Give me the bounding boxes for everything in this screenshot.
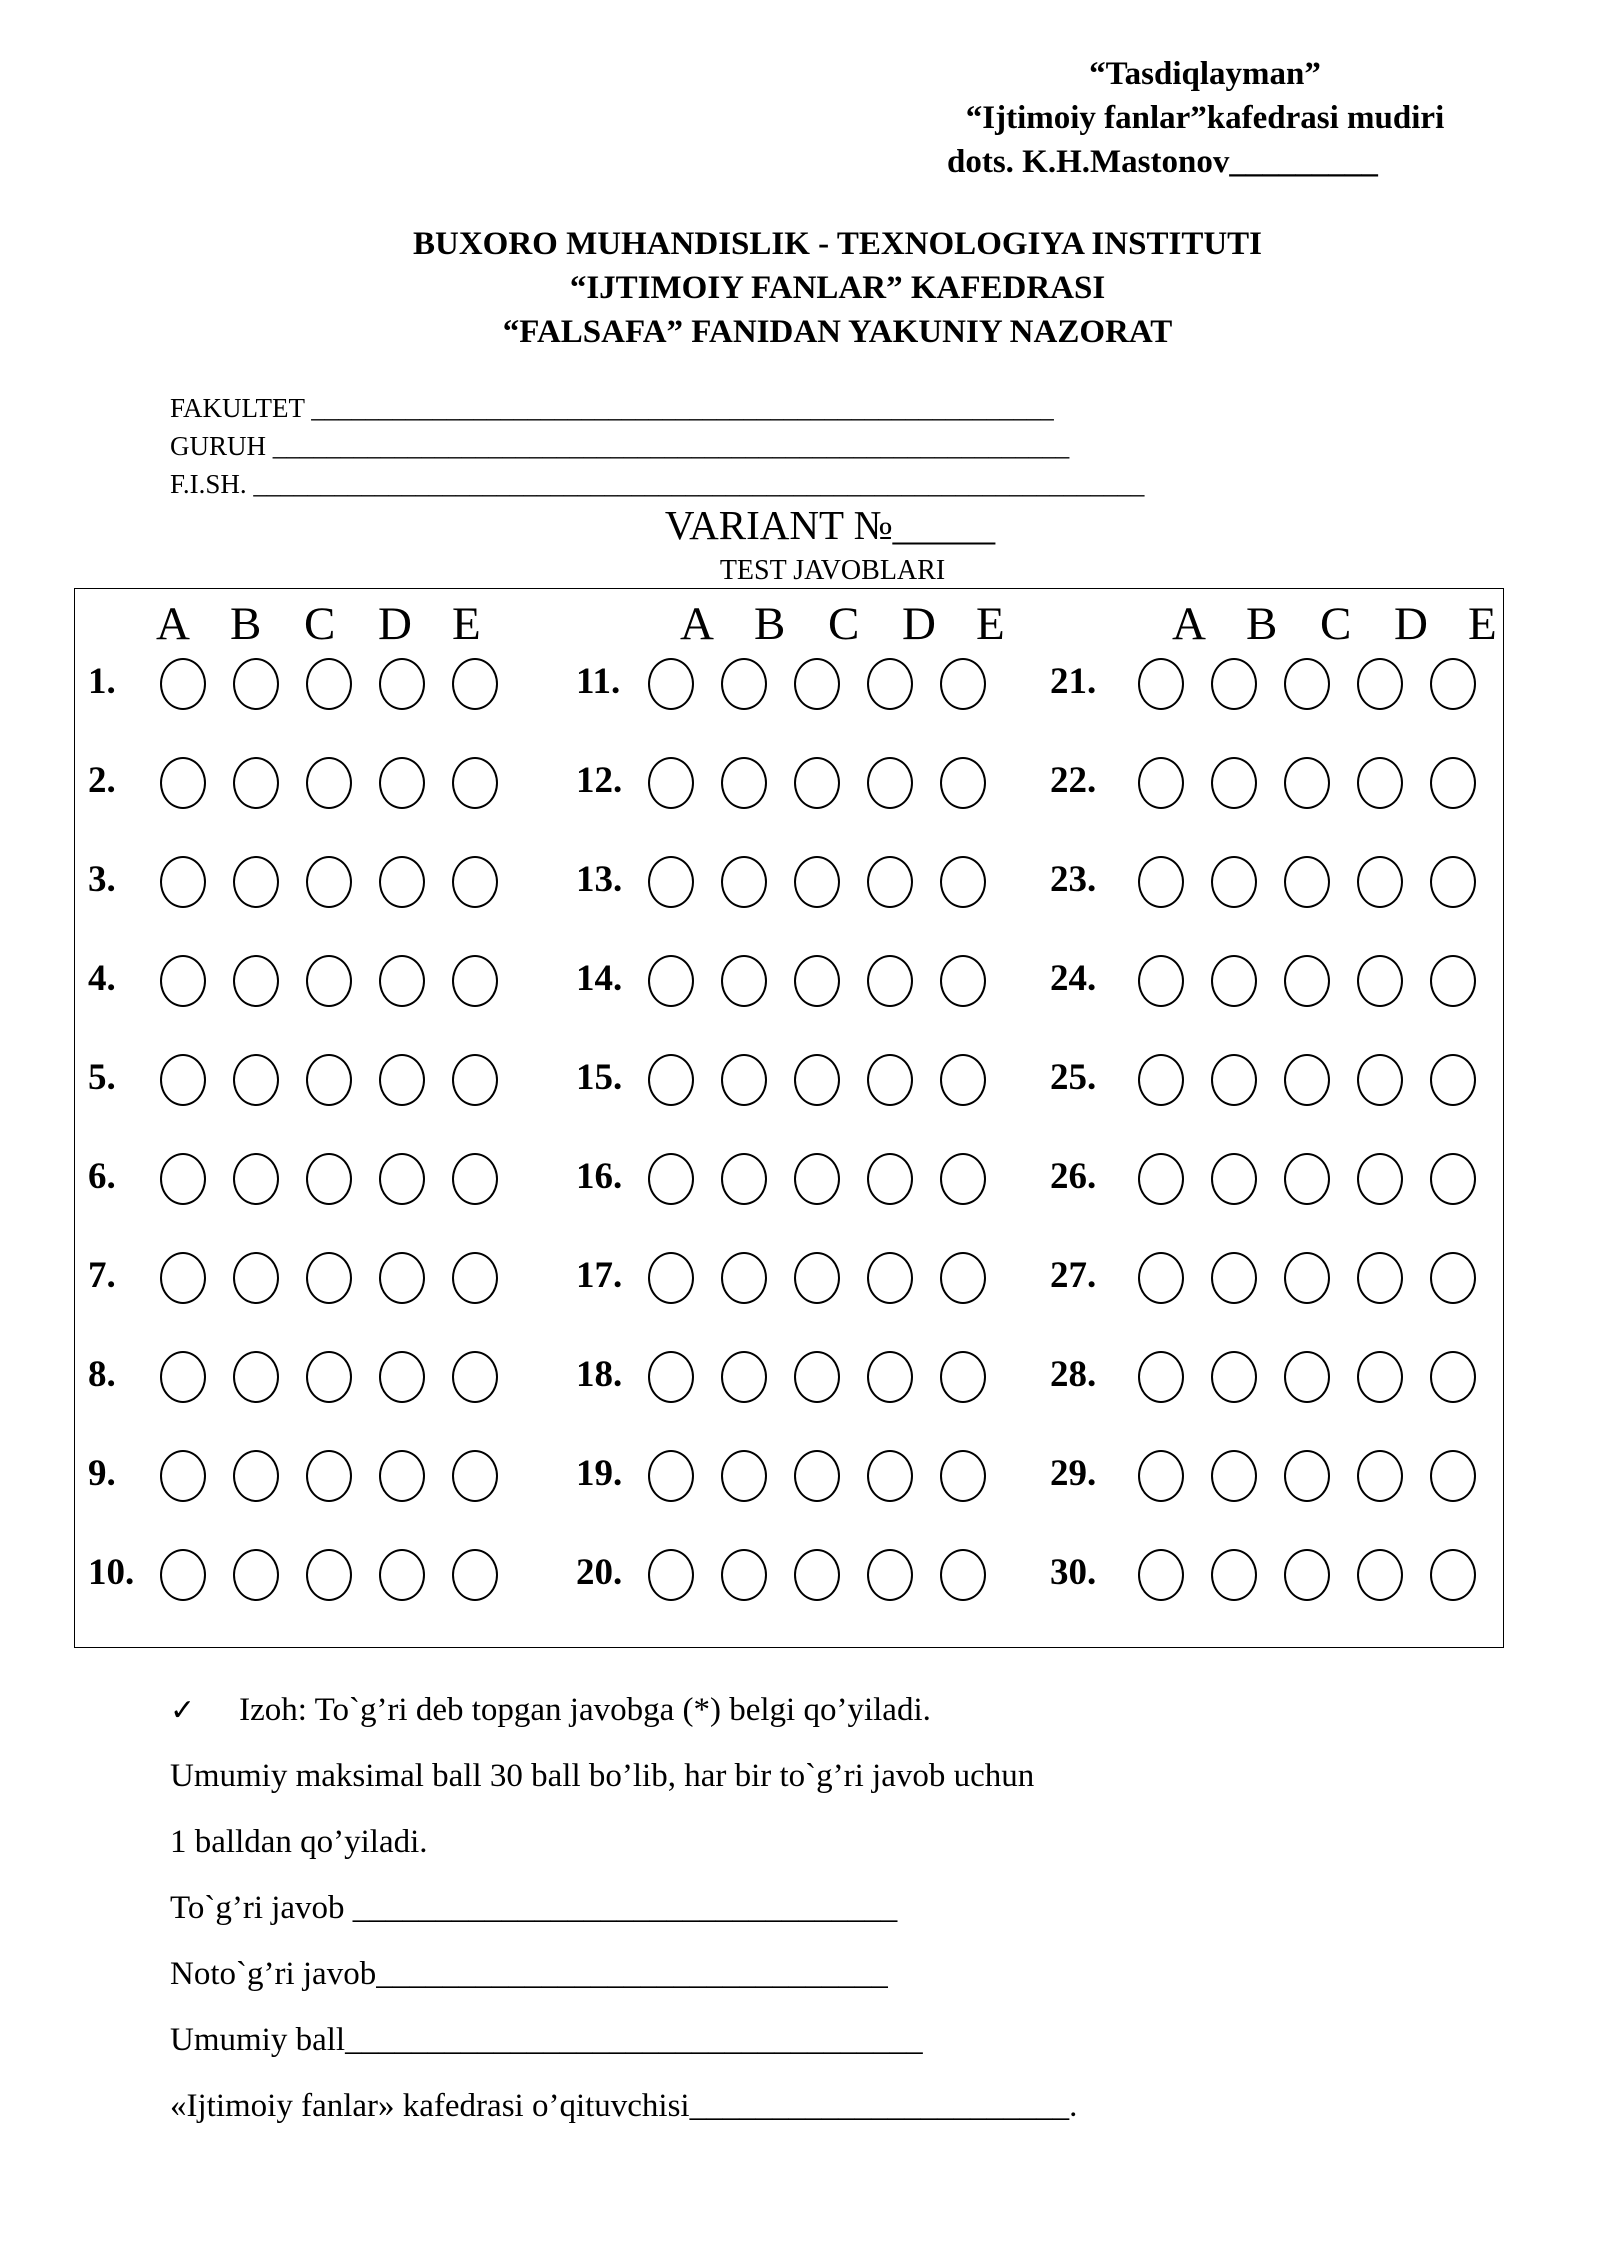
answer-bubble[interactable] xyxy=(233,1351,279,1403)
question-number: 13. xyxy=(576,859,623,900)
answer-bubble[interactable] xyxy=(452,1351,498,1403)
document-heading xyxy=(0,222,1600,354)
answer-bubble[interactable] xyxy=(379,856,425,908)
answer-bubble[interactable] xyxy=(794,1054,840,1106)
answer-bubble[interactable] xyxy=(1138,757,1184,809)
answer-bubble[interactable] xyxy=(379,658,425,710)
answer-bubble[interactable] xyxy=(233,1549,279,1601)
option-letter: B xyxy=(1246,598,1278,650)
answer-bubble[interactable] xyxy=(306,856,352,908)
faculty-field[interactable]: FAKULTET _______________________________________________________ xyxy=(170,393,1054,423)
answer-bubble[interactable] xyxy=(306,1252,352,1304)
option-letter: B xyxy=(754,598,786,650)
answer-bubble[interactable] xyxy=(160,658,206,710)
answer-bubble[interactable] xyxy=(379,1450,425,1502)
option-letters-header xyxy=(156,598,526,650)
answer-bubble[interactable] xyxy=(721,1054,767,1106)
answer-bubble[interactable] xyxy=(1211,757,1257,809)
answer-bubble[interactable] xyxy=(233,658,279,710)
answer-bubble[interactable] xyxy=(1138,1549,1184,1601)
answer-bubble[interactable] xyxy=(940,955,986,1007)
answer-bubble[interactable] xyxy=(867,856,913,908)
answer-bubble[interactable] xyxy=(1357,1351,1403,1403)
variant-number: VARIANT №_____ xyxy=(664,502,996,548)
answer-bubble[interactable] xyxy=(794,1252,840,1304)
option-letter: A xyxy=(1172,598,1206,650)
answer-bubble[interactable] xyxy=(940,1054,986,1106)
answer-bubble[interactable] xyxy=(1211,1153,1257,1205)
answer-bubble[interactable] xyxy=(794,1450,840,1502)
question-number: 7. xyxy=(88,1255,116,1296)
option-letter: E xyxy=(452,598,481,650)
question-number: 14. xyxy=(576,958,623,999)
answer-bubble[interactable] xyxy=(867,757,913,809)
question-number: 26. xyxy=(1050,1156,1097,1197)
answer-bubble[interactable] xyxy=(648,1252,694,1304)
answer-bubble[interactable] xyxy=(379,1252,425,1304)
answer-bubble[interactable] xyxy=(1430,856,1476,908)
question-number: 10. xyxy=(88,1552,135,1593)
question-number: 3. xyxy=(88,859,116,900)
answer-bubble[interactable] xyxy=(1357,1450,1403,1502)
answer-bubble[interactable] xyxy=(452,658,498,710)
answer-bubble[interactable] xyxy=(1211,955,1257,1007)
answer-bubble[interactable] xyxy=(940,1549,986,1601)
answer-bubble[interactable] xyxy=(648,1549,694,1601)
answer-bubble[interactable] xyxy=(1138,658,1184,710)
answer-bubble[interactable] xyxy=(306,1549,352,1601)
answer-bubble[interactable] xyxy=(648,1450,694,1502)
test-answers-title: TEST JAVOBLARI xyxy=(719,555,946,586)
answer-bubble[interactable] xyxy=(1211,1450,1257,1502)
approval-position: “Ijtimoiy fanlar”kafedrasi mudiri xyxy=(965,100,1445,136)
option-letter: A xyxy=(156,598,190,650)
exam-title: “FALSAFA” FANIDAN YAKUNIY NAZORAT xyxy=(502,314,1173,350)
correct-answers-field[interactable]: To`g’ri javob _________________________________ xyxy=(170,1890,898,1926)
answer-bubble[interactable] xyxy=(452,757,498,809)
fish-field[interactable]: F.I.SH. __________________________________________________________________ xyxy=(170,469,1145,499)
answer-bubble[interactable] xyxy=(233,856,279,908)
answer-bubble[interactable] xyxy=(648,658,694,710)
answer-bubble[interactable] xyxy=(233,1252,279,1304)
note-line-1: Umumiy maksimal ball 30 ball bo’lib, har bir to`g’ri javob uchun xyxy=(170,1758,1035,1794)
answer-bubble[interactable] xyxy=(794,856,840,908)
answer-bubble[interactable] xyxy=(306,658,352,710)
answer-bubble[interactable] xyxy=(379,955,425,1007)
answer-bubble[interactable] xyxy=(1138,955,1184,1007)
answer-bubble[interactable] xyxy=(160,955,206,1007)
answer-bubble[interactable] xyxy=(867,1054,913,1106)
answer-bubble[interactable] xyxy=(1138,1054,1184,1106)
option-letter: B xyxy=(230,598,262,650)
answer-bubble[interactable] xyxy=(160,1153,206,1205)
answer-bubble[interactable] xyxy=(233,1054,279,1106)
answer-bubble[interactable] xyxy=(1211,1351,1257,1403)
answer-bubble[interactable] xyxy=(1138,1252,1184,1304)
option-letter: E xyxy=(1468,598,1497,650)
answer-bubble[interactable] xyxy=(160,1549,206,1601)
answer-bubble[interactable] xyxy=(452,1054,498,1106)
answer-bubble[interactable] xyxy=(160,1351,206,1403)
answer-bubble[interactable] xyxy=(794,1549,840,1601)
answer-bubble[interactable] xyxy=(1284,1153,1330,1205)
answer-bubble[interactable] xyxy=(1284,757,1330,809)
question-number: 28. xyxy=(1050,1354,1097,1395)
answer-bubble[interactable] xyxy=(648,1351,694,1403)
answer-bubble[interactable] xyxy=(648,757,694,809)
answer-bubble[interactable] xyxy=(1138,856,1184,908)
answer-bubble[interactable] xyxy=(452,1450,498,1502)
answer-bubble[interactable] xyxy=(1430,658,1476,710)
answer-bubble[interactable] xyxy=(867,658,913,710)
option-letter: C xyxy=(828,598,860,650)
group-field[interactable]: GURUH ___________________________________________________________ xyxy=(170,431,1070,461)
answer-bubble[interactable] xyxy=(1211,1252,1257,1304)
answer-bubble[interactable] xyxy=(794,1351,840,1403)
note-izoh xyxy=(170,1688,931,1733)
answer-bubble[interactable] xyxy=(1284,1054,1330,1106)
answer-bubble[interactable] xyxy=(721,1450,767,1502)
answer-bubble[interactable] xyxy=(1430,1252,1476,1304)
answer-bubble[interactable] xyxy=(648,1054,694,1106)
option-letter: E xyxy=(976,598,1005,650)
answer-bubble[interactable] xyxy=(648,1153,694,1205)
question-number: 25. xyxy=(1050,1057,1097,1098)
answer-bubble[interactable] xyxy=(1430,1351,1476,1403)
option-letter: D xyxy=(902,598,936,650)
answer-bubble[interactable] xyxy=(379,1054,425,1106)
answer-bubble[interactable] xyxy=(940,856,986,908)
institute-name: BUXORO MUHANDISLIK - TEXNOLOGIYA INSTITUTI xyxy=(412,226,1263,262)
answer-bubble[interactable] xyxy=(452,1153,498,1205)
answer-bubble[interactable] xyxy=(721,1549,767,1601)
answer-bubble[interactable] xyxy=(306,757,352,809)
question-number: 9. xyxy=(88,1453,116,1494)
answer-bubble[interactable] xyxy=(1284,856,1330,908)
approval-block xyxy=(925,52,1485,184)
answer-bubble[interactable] xyxy=(1357,757,1403,809)
answer-bubble[interactable] xyxy=(648,856,694,908)
answer-bubble[interactable] xyxy=(867,1351,913,1403)
question-number: 29. xyxy=(1050,1453,1097,1494)
answer-bubble[interactable] xyxy=(721,1351,767,1403)
answer-bubble[interactable] xyxy=(1284,1252,1330,1304)
question-number: 30. xyxy=(1050,1552,1097,1593)
answer-bubble[interactable] xyxy=(306,955,352,1007)
answer-bubble[interactable] xyxy=(1211,1549,1257,1601)
department-name: “IJTIMOIY FANLAR” KAFEDRASI xyxy=(569,270,1106,306)
answer-bubble[interactable] xyxy=(1211,658,1257,710)
answer-bubble[interactable] xyxy=(452,955,498,1007)
note-izoh-text: Izoh: To`g’ri deb topgan javobga (*) belgi qo’yiladi. xyxy=(239,1692,931,1728)
answer-bubble[interactable] xyxy=(452,1252,498,1304)
teacher-signature-field[interactable]: «Ijtimoiy fanlar» kafedrasi o’qituvchisi_______________________. xyxy=(170,2088,1078,2124)
answer-bubble[interactable] xyxy=(452,856,498,908)
answer-bubble[interactable] xyxy=(160,1252,206,1304)
answer-bubble[interactable] xyxy=(721,658,767,710)
answer-bubble[interactable] xyxy=(1138,1450,1184,1502)
answer-bubble[interactable] xyxy=(1357,1549,1403,1601)
question-number: 1. xyxy=(88,661,116,702)
answer-bubble[interactable] xyxy=(1284,1450,1330,1502)
answer-bubble[interactable] xyxy=(1211,856,1257,908)
answer-bubble[interactable] xyxy=(1284,658,1330,710)
answer-bubble[interactable] xyxy=(794,1153,840,1205)
option-letter: D xyxy=(378,598,412,650)
answer-bubble[interactable] xyxy=(940,1351,986,1403)
question-number: 6. xyxy=(88,1156,116,1197)
question-number: 8. xyxy=(88,1354,116,1395)
answer-bubble[interactable] xyxy=(160,856,206,908)
question-number: 21. xyxy=(1050,661,1097,702)
answer-bubble[interactable] xyxy=(1430,955,1476,1007)
option-letters-header xyxy=(1172,598,1542,650)
answer-bubble[interactable] xyxy=(160,1054,206,1106)
answer-bubble[interactable] xyxy=(1357,955,1403,1007)
answer-bubble[interactable] xyxy=(867,955,913,1007)
answer-bubble[interactable] xyxy=(379,1549,425,1601)
question-number: 27. xyxy=(1050,1255,1097,1296)
question-number: 20. xyxy=(576,1552,623,1593)
question-number: 2. xyxy=(88,760,116,801)
question-number: 16. xyxy=(576,1156,623,1197)
checkmark-icon: ✓ xyxy=(170,1694,196,1727)
option-letter: C xyxy=(304,598,336,650)
question-number: 17. xyxy=(576,1255,623,1296)
answer-bubble[interactable] xyxy=(1284,1549,1330,1601)
answer-bubble[interactable] xyxy=(379,1153,425,1205)
answer-bubble[interactable] xyxy=(160,1450,206,1502)
answer-bubble[interactable] xyxy=(1284,955,1330,1007)
answer-bubble[interactable] xyxy=(940,1252,986,1304)
answer-bubble[interactable] xyxy=(1211,1054,1257,1106)
answer-bubble[interactable] xyxy=(940,757,986,809)
answer-bubble[interactable] xyxy=(867,1549,913,1601)
answer-bubble[interactable] xyxy=(1138,1153,1184,1205)
answer-bubble[interactable] xyxy=(648,955,694,1007)
answer-bubble[interactable] xyxy=(867,1450,913,1502)
answer-bubble[interactable] xyxy=(794,658,840,710)
answer-bubble[interactable] xyxy=(1357,1153,1403,1205)
total-score-field[interactable]: Umumiy ball___________________________________ xyxy=(170,2022,923,2058)
question-number: 11. xyxy=(576,661,621,702)
question-number: 23. xyxy=(1050,859,1097,900)
answer-bubble[interactable] xyxy=(940,658,986,710)
answer-bubble[interactable] xyxy=(1357,658,1403,710)
answer-bubble[interactable] xyxy=(306,1351,352,1403)
answer-bubble[interactable] xyxy=(721,1153,767,1205)
answer-bubble[interactable] xyxy=(1430,757,1476,809)
answer-bubble[interactable] xyxy=(794,955,840,1007)
answer-bubble[interactable] xyxy=(940,1153,986,1205)
answer-bubble[interactable] xyxy=(306,1153,352,1205)
answer-bubble[interactable] xyxy=(1430,1054,1476,1106)
answer-bubble[interactable] xyxy=(1430,1153,1476,1205)
option-letter: A xyxy=(680,598,714,650)
answer-bubble[interactable] xyxy=(1430,1549,1476,1601)
note-line-2: 1 balldan qo’yiladi. xyxy=(170,1824,428,1860)
answer-bubble[interactable] xyxy=(1357,1054,1403,1106)
question-number: 12. xyxy=(576,760,623,801)
question-number: 19. xyxy=(576,1453,623,1494)
answer-bubble[interactable] xyxy=(233,1153,279,1205)
answer-bubble[interactable] xyxy=(379,757,425,809)
answer-bubble[interactable] xyxy=(160,757,206,809)
answer-bubble[interactable] xyxy=(1357,1252,1403,1304)
approval-signature: dots. K.H.Mastonov_________ xyxy=(947,144,1378,180)
answer-bubble[interactable] xyxy=(721,757,767,809)
answer-bubble[interactable] xyxy=(379,1351,425,1403)
answer-bubble[interactable] xyxy=(940,1450,986,1502)
answer-bubble[interactable] xyxy=(794,757,840,809)
answer-bubble[interactable] xyxy=(721,1252,767,1304)
question-number: 22. xyxy=(1050,760,1097,801)
approval-title: “Tasdiqlayman” xyxy=(1089,56,1321,92)
answer-bubble[interactable] xyxy=(233,1450,279,1502)
answer-bubble[interactable] xyxy=(1284,1351,1330,1403)
question-number: 24. xyxy=(1050,958,1097,999)
answer-bubble[interactable] xyxy=(721,955,767,1007)
option-letters-header xyxy=(680,598,1050,650)
option-letter: C xyxy=(1320,598,1352,650)
question-number: 4. xyxy=(88,958,116,999)
answer-bubble[interactable] xyxy=(306,1450,352,1502)
answer-bubble[interactable] xyxy=(1430,1450,1476,1502)
answer-bubble[interactable] xyxy=(867,1153,913,1205)
question-number: 18. xyxy=(576,1354,623,1395)
answer-bubble[interactable] xyxy=(452,1549,498,1601)
answer-bubble[interactable] xyxy=(233,955,279,1007)
answer-bubble[interactable] xyxy=(867,1252,913,1304)
option-letter: D xyxy=(1394,598,1428,650)
question-number: 5. xyxy=(88,1057,116,1098)
answer-bubble[interactable] xyxy=(1357,856,1403,908)
answer-bubble[interactable] xyxy=(1138,1351,1184,1403)
answer-bubble[interactable] xyxy=(721,856,767,908)
answer-bubble[interactable] xyxy=(233,757,279,809)
question-number: 15. xyxy=(576,1057,623,1098)
incorrect-answers-field[interactable]: Noto`g’ri javob_______________________________ xyxy=(170,1956,888,1992)
answer-bubble[interactable] xyxy=(306,1054,352,1106)
